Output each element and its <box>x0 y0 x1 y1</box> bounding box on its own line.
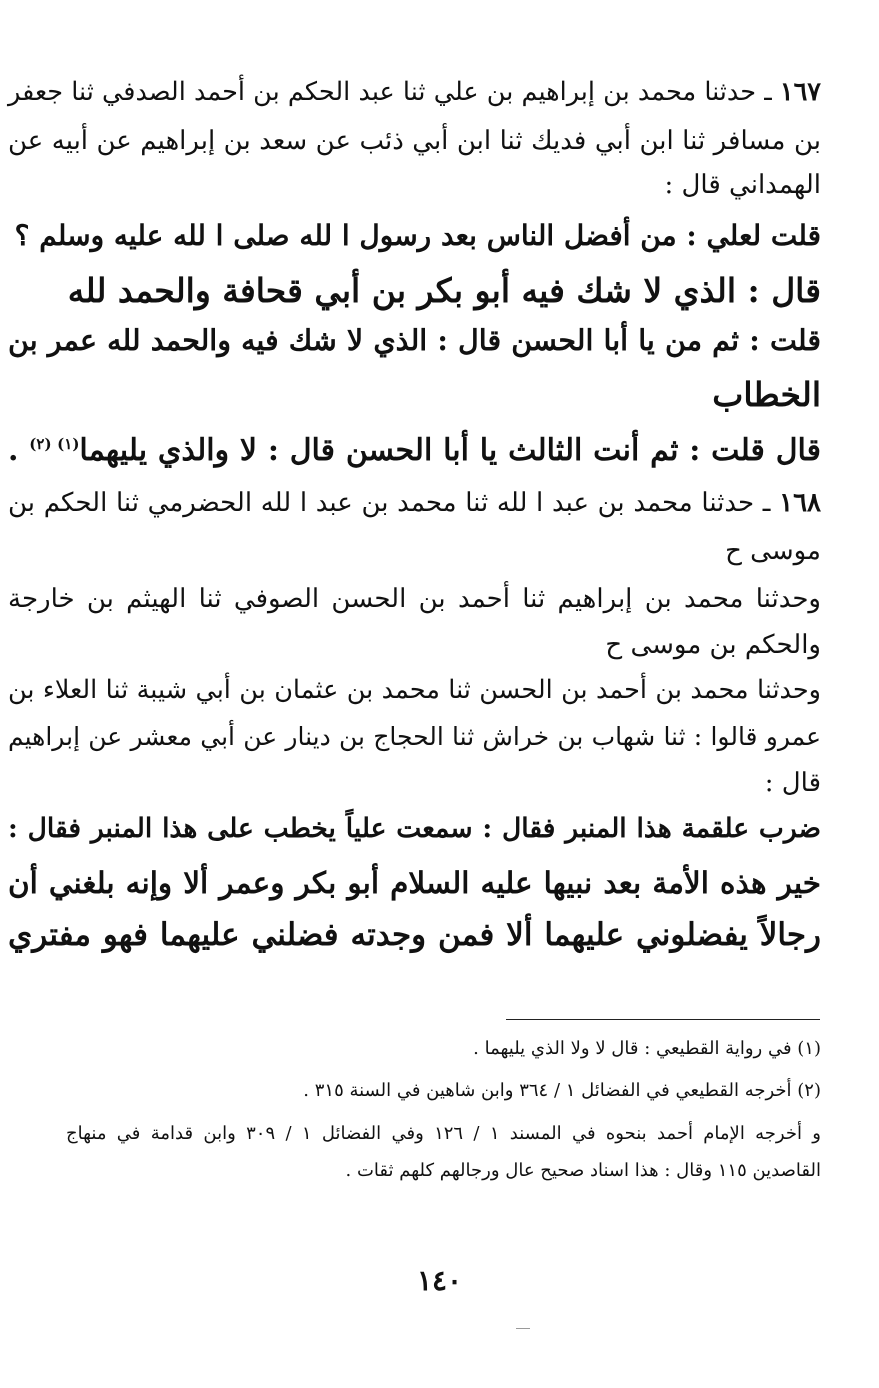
scan-mark <box>516 1328 530 1329</box>
footnote-refs: (١) (٢) <box>29 435 80 453</box>
hadith-167-line-3: الهمداني قال : <box>664 170 821 200</box>
footnote-divider <box>506 1019 820 1020</box>
hadith-167-matn-1: قلت لعلي : من أفضل الناس بعد رسول ا لله صلى ا لله عليه وسلم ؟ <box>14 219 821 252</box>
hadith-167-matn-4: الخطاب <box>712 375 821 414</box>
hadith-168-line-1 <box>8 490 821 516</box>
hadith-number: ١٦٧ <box>779 77 821 107</box>
hadith-168-line-7: قال : <box>764 768 821 798</box>
hadith-168-line-4: والحكم بن موسى ح <box>605 630 821 660</box>
hadith-168-line-6: عمرو قالوا : ثنا شهاب بن خراش ثنا الحجاج بن دينار عن أبي معشر عن إبراهيم <box>8 722 821 751</box>
hadith-167-matn-5 <box>8 433 821 468</box>
hadith-number: ١٦٨ <box>779 488 822 518</box>
footnote-2-continued-2: القاصدين ١١٥ وقال : هذا اسناد صحيح عال ورجالهم كلهم ثقات . <box>345 1160 821 1181</box>
isnad-text: ـ حدثنا محمد بن عبد ا لله ثنا محمد بن عبد ا لله الحضرمي ثنا الحكم بن <box>8 488 771 518</box>
hadith-168-line-5: وحدثنا محمد بن أحمد بن الحسن ثنا محمد بن عثمان بن أبي شيبة ثنا العلاء بن <box>8 675 821 705</box>
hadith-168-matn-2: خير هذه الأمة بعد نبيها عليه السلام أبو بكر وعمر ألا وإنه بلغني أن <box>8 865 821 900</box>
hadith-167-line-2: بن مسافر ثنا ابن أبي فديك ثنا ابن أبي ذئب عن سعد بن إبراهيم عن أبيه عن <box>8 126 821 156</box>
page-number: ١٤٠ <box>416 1264 463 1297</box>
hadith-168-matn-1: ضرب علقمة هذا المنبر فقال : سمعت علياً يخطب على هذا المنبر فقال : <box>8 813 821 844</box>
footnote-2-continued-1: و أخرجه الإمام أحمد بنحوه في المسند ١ / ١٢٦ وفي الفضائل ١ / ٣٠٩ وابن قدامة في منهاج <box>66 1123 821 1144</box>
hadith-167-line-1 <box>8 77 821 107</box>
matn-end: . <box>8 433 19 468</box>
footnote-2: (٢) أخرجه القطيعي في الفضائل ١ / ٣٦٤ وابن شاهين في السنة ٣١٥ . <box>303 1080 821 1101</box>
footnote-1: (١) في رواية القطيعي : قال لا ولا الذي يليهما . <box>473 1038 821 1059</box>
matn-text: قال قلت : ثم أنت الثالث يا أبا الحسن قال : لا والذي يليهما <box>79 433 821 468</box>
isnad-text: ـ حدثنا محمد بن إبراهيم بن علي ثنا عبد الحكم بن أحمد الصدفي ثنا جعفر <box>8 77 772 107</box>
hadith-168-line-2: موسى ح <box>725 536 821 566</box>
hadith-168-line-3: وحدثنا محمد بن إبراهيم ثنا أحمد بن الحسن الصوفي ثنا الهيثم بن خارجة <box>8 584 821 614</box>
hadith-168-matn-3: رجالاً يفضلوني عليهما ألا فمن وجدته فضلني عليهما فهو مفتري <box>8 917 821 953</box>
hadith-167-matn-3: قلت : ثم من يا أبا الحسن قال : الذي لا شك فيه والحمد لله عمر بن <box>8 323 821 357</box>
hadith-167-matn-2: قال : الذي لا شك فيه أبو بكر بن أبي قحافة والحمد لله <box>67 271 821 310</box>
